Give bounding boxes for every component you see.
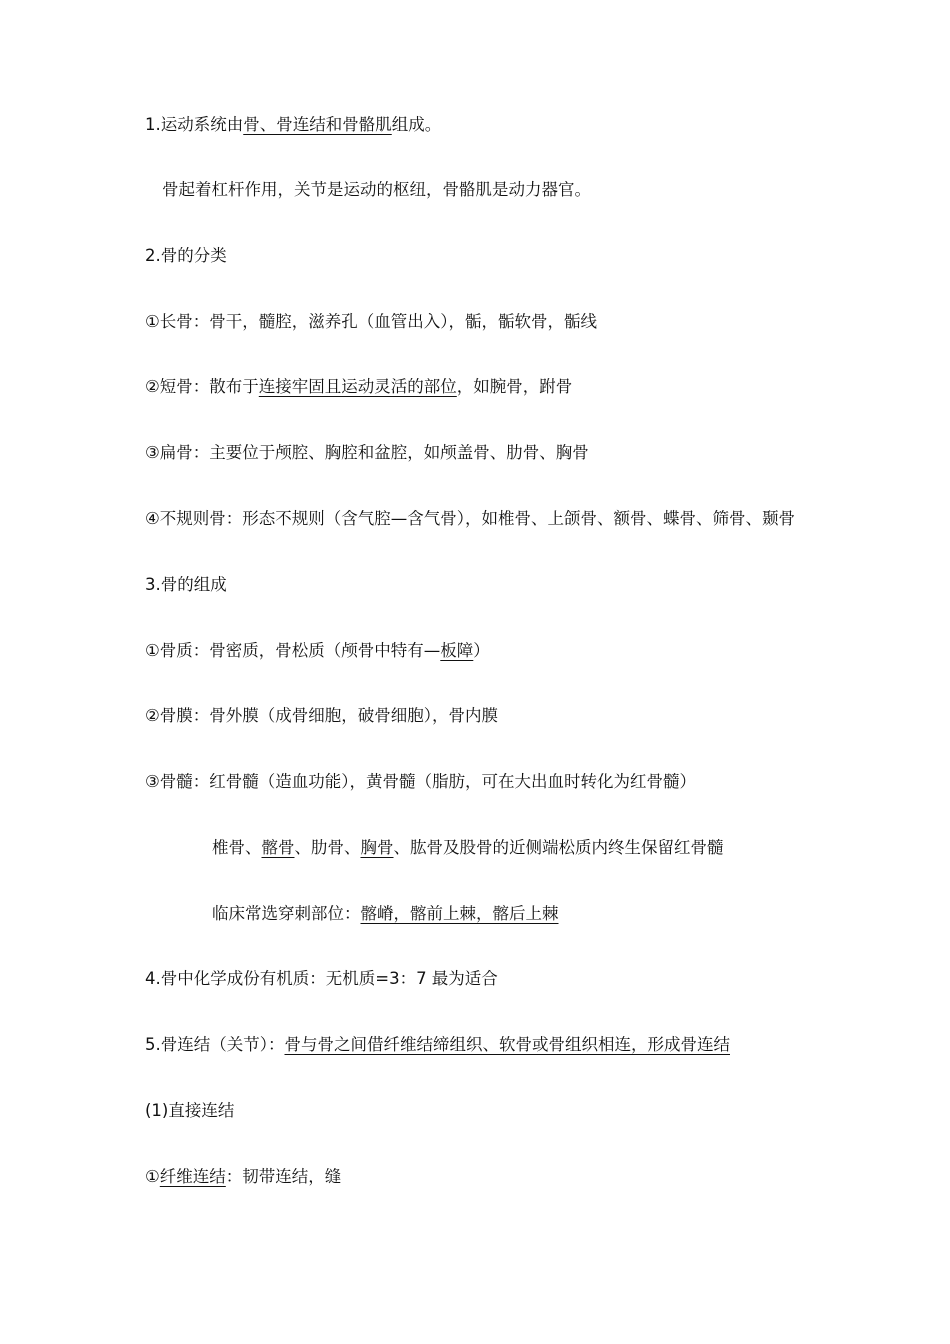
text: ①长骨：骨干，髓腔，滋养孔（血管出入），骺，骺软骨，骺线 [145,312,598,331]
text: 骨起着杠杆作用，关节是运动的枢纽，骨骼肌是动力器官。 [162,180,591,199]
para-motor-system [145,113,441,137]
text: 4.骨中化学成份有机质：无机质=3：7 最为适合 [145,969,498,988]
para-chemical-composition [145,967,498,991]
item-short-bone [145,375,572,399]
item-bone-substance [145,639,490,663]
text: 5.骨连结（关节）： [145,1035,285,1054]
text: ④不规则骨：形态不规则（含气腔—含气骨），如椎骨、上颌骨、额骨、蝶骨、筛骨、颞骨 [145,509,796,528]
text: 、肱骨及股骨的近侧端松质内终生保留红骨髓 [393,838,724,857]
text: ） [473,641,490,660]
item-periosteum [145,704,498,728]
para-functions [162,178,591,202]
underlined-text: 板障 [440,641,474,660]
text: ，如腕骨，跗骨 [456,377,573,396]
heading-direct-connection [145,1099,234,1123]
underlined-text: 胸骨 [360,838,394,857]
text: 临床常选穿刺部位： [212,904,361,923]
item-irregular-bone [145,507,795,531]
underlined-text: 连接牢固且运动灵活的部位 [258,377,457,396]
text: 2.骨的分类 [145,246,227,265]
underlined-text: 髂嵴，髂前上棘，髂后上棘 [360,904,559,923]
underlined-text: 髂骨 [261,838,295,857]
heading-bone-classification [145,244,227,268]
text: ：韧带连结，缝 [225,1167,342,1186]
text: ③扁骨：主要位于颅腔、胸腔和盆腔，如颅盖骨、肋骨、胸骨 [145,443,589,462]
text: (1)直接连结 [145,1101,235,1120]
text: ②骨膜：骨外膜（成骨细胞，破骨细胞），骨内膜 [145,706,499,725]
underlined-text: 纤维连结 [159,1167,226,1186]
text: 1.运动系统由 [145,115,244,134]
item-bone-marrow [145,770,696,794]
text: ① [145,1167,160,1186]
underlined-text: 骨与骨之间借纤维结缔组织、软骨或骨组织相连，形成骨连结 [284,1035,730,1054]
item-long-bone [145,310,597,334]
text: ①骨质：骨密质，骨松质（颅骨中特有— [145,641,441,660]
item-flat-bone [145,441,589,465]
note-red-marrow [212,836,724,860]
text: ②短骨：散布于 [145,377,259,396]
item-fibrous-connection [145,1165,341,1189]
text: 组成。 [391,115,442,134]
text: 、肋骨、 [294,838,361,857]
underlined-text: 骨、骨连结和骨骼肌 [243,115,392,134]
text: ③骨髓：红骨髓（造血功能），黄骨髓（脂肪，可在大出血时转化为红骨髓） [145,772,697,791]
note-puncture-site [212,902,559,926]
heading-bone-composition [145,573,227,597]
text: 椎骨、 [212,838,262,857]
text: 3.骨的组成 [145,575,227,594]
para-bone-connection [145,1033,730,1057]
